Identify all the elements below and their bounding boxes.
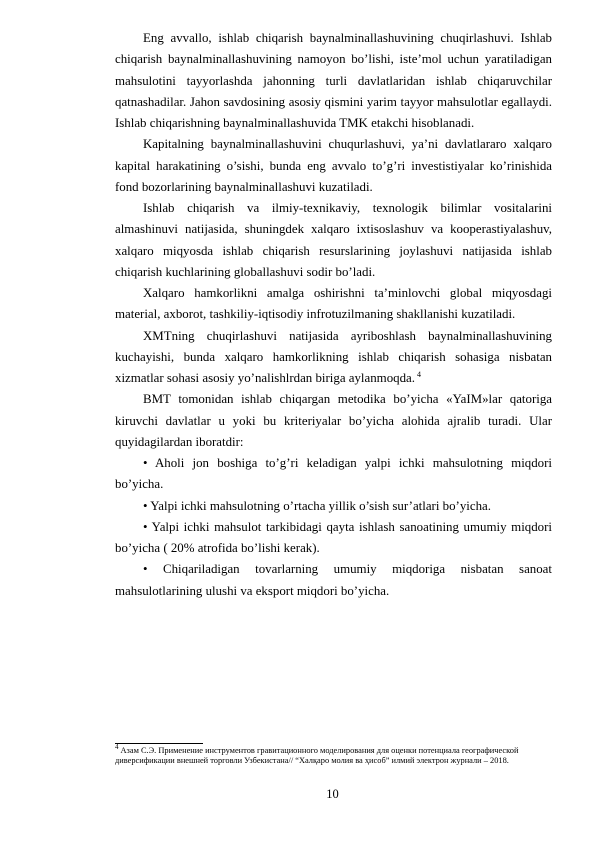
body-text bbox=[115, 28, 552, 602]
paragraph-5-with-footnote bbox=[115, 326, 552, 390]
footnote-reference[interactable]: 4 bbox=[417, 369, 421, 379]
paragraph-6: BMT tomonidan ishlab chiqargan metodika bo’yicha «YaIM»lar qatoriga kiruvchi davlatlar u yoki bu kriteriyalar bo’yicha alohida ajralib turadi. Ular quyidagilardan iboratdir: bbox=[115, 392, 552, 449]
bullet-4: • Chiqariladigan tovarlarning umumiy miqdoriga nisbatan sanoat mahsulotlarining ulushi va eksport miqdori bo’yicha. bbox=[115, 562, 552, 598]
paragraph-2: Kapitalning baynalminallashuvini chuqurlashuvi, ya’ni davlatlararo xalqaro kapital harakatining o’sishi, bunda eng avvalo to’g’ri investistiyalar ko’rinishida fond bozorlarining baynalminallashuvi kuzatiladi. bbox=[115, 137, 552, 194]
paragraph-1: Eng avvallo, ishlab chiqarish baynalminallashuvining chuqirlashuvi. Ishlab chiqarish baynalminallashuvining namoyon bo’lishi, iste’mol uchun yaratiladigan mahsulotini tayyorlashda jahonning turli davlatlaridan ishlab chiqaruvchilar qatnashadilar. Jahon savdosining asosiy qismini yarim tayyor mahsulotlar egallaydi. Ishlab chiqarishning baynalminallashuvida TMK etakchi hisoblanadi. bbox=[115, 31, 552, 130]
paragraph-5: XMTning chuqirlashuvi natijasida ayriboshlash baynalminallashuvining kuchayishi, bunda xalqaro hamkorlikning ishlab chiqarish sohasiga nisbatan xizmatlar sohasi asosiy yo’nalishlrdan biriga aylanmoqda. bbox=[115, 328, 552, 385]
page-number: 10 bbox=[326, 787, 339, 801]
footnote-mark: 4 bbox=[115, 743, 119, 752]
bullet-1: • Aholi jon boshiga to’g’ri keladigan yalpi ichki mahsulotning miqdori bo’yicha. bbox=[115, 456, 552, 492]
footnote-text: Азам С.Э. Применение инструментов гравитационного моделирования для оценки потенциала географической диверсификации внешней торговли Узбекистана// “Халқаро молия ва ҳисоб” илмий электрон журнали – 2018. bbox=[115, 746, 519, 766]
footnote bbox=[115, 743, 552, 767]
footnote-separator bbox=[115, 743, 203, 744]
bullet-2: • Yalpi ichki mahsulotning o’rtacha yillik o’sish sur’atlari bo’yicha. bbox=[143, 498, 491, 513]
paragraph-4: Xalqaro hamkorlikni amalga oshirishni ta’minlovchi global miqyosdagi material, axborot, tashkiliy-iqtisodiy infrotuzilmaning shakllanishi kuzatiladi. bbox=[115, 286, 552, 322]
bullet-3: • Yalpi ichki mahsulot tarkibidagi qayta ishlash sanoatining umumiy miqdori bo’yicha ( 20% atrofida bo’lishi kerak). bbox=[115, 519, 552, 555]
paragraph-3: Ishlab chiqarish va ilmiy-texnikaviy, texnologik bilimlar vositalarini almashinuvi natijasida, shuningdek xalqaro ixtisoslashuv va kooperastiyalashuv, xalqaro miqyosda ishlab chiqarish resurslarining joylashuvi natijasida ishlab chiqarish kuchlarining globallashuvi sodir bo’ladi. bbox=[115, 201, 552, 279]
